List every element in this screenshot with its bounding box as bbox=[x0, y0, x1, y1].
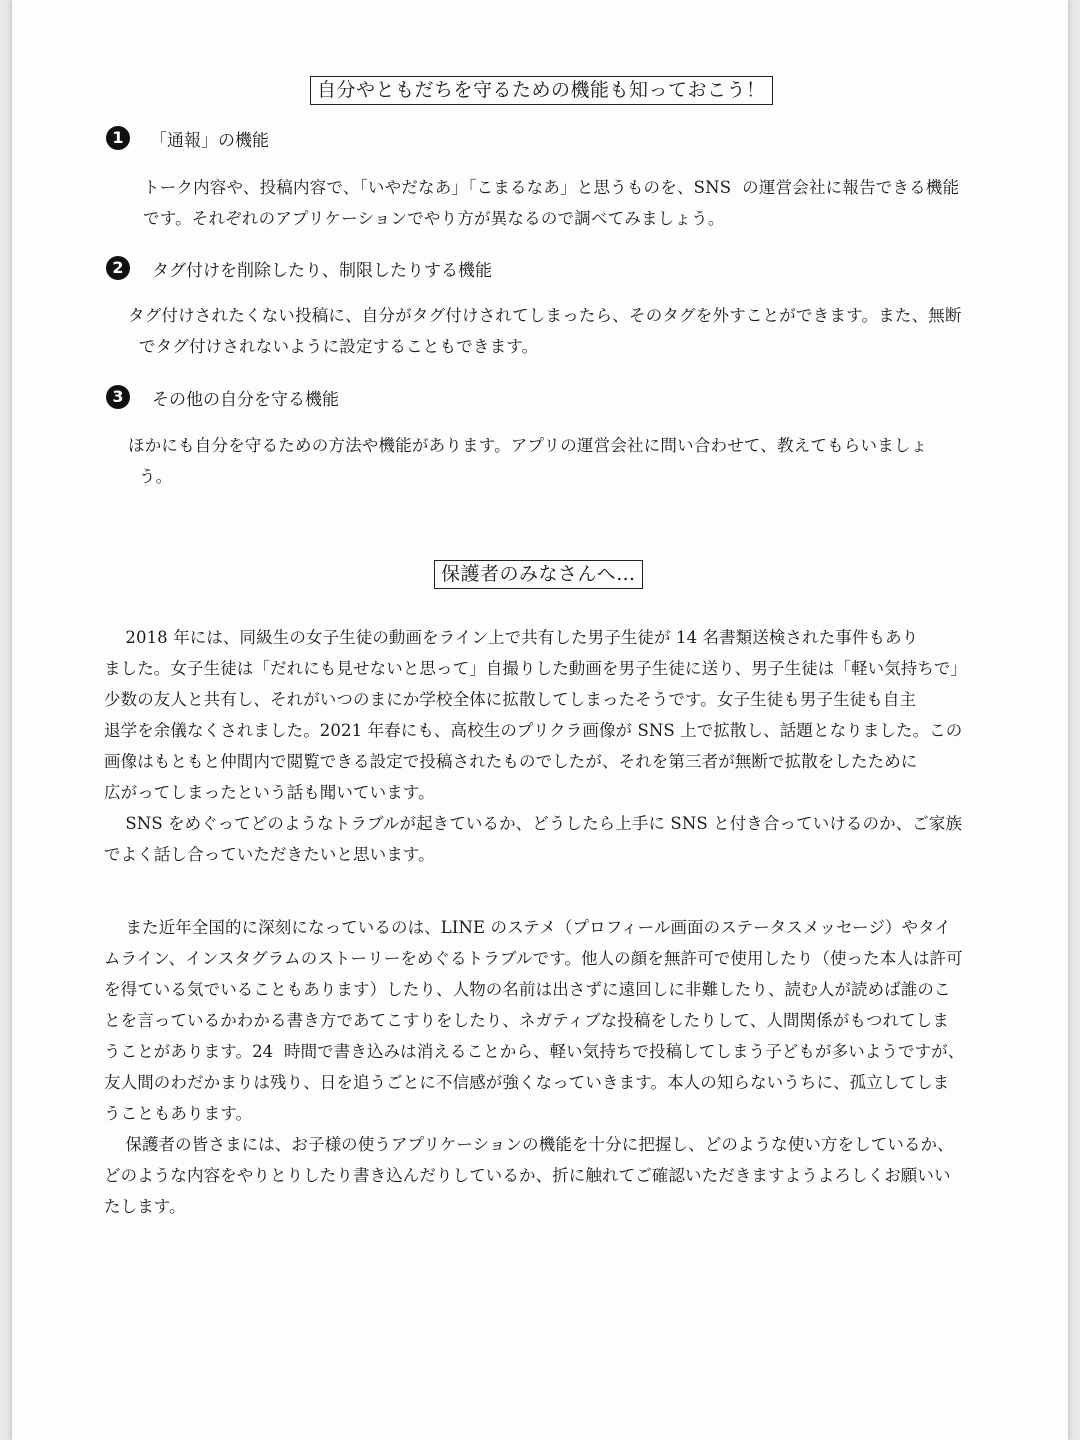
document-page bbox=[12, 0, 1068, 1440]
item-text-report: トーク内容や、投稿内容で、「いやだなあ」「こまるなあ」と思うものを、SNS の運営会社に報告できる機能 です。それぞれのアプリケーションでやり方が異なるので調べてみましょう。 bbox=[143, 178, 960, 228]
item-text-other: ほかにも自分を守るための方法や機能があります。アプリの運営会社に問い合わせて、教えてもらいましょ う。 bbox=[128, 436, 928, 486]
guardian-paragraph-2: また近年全国的に深刻になっているのは、LINE のステメ（プロフィール画面のステータスメッセージ）やタイ ムライン、インスタグラムのストーリーをめぐるトラブルです。他人の顔を無許可で使用したり（使った本人は許可 を得ている気でいることもあります）したり、人物の名前は出さずに遠回しに非難したり、読む人が読めば誰のこ とを言っているかわかる書き方であてこすりをしたり、ネガティブな投稿をしたりして、人間関係がもつれてしま うことがあります。24 時間で書き込みは消えることから、軽い気持ちで投稿してしまう子どもが多いようですが、 友人間のわだかまりは残り、日を追うごとに不信感が強くなっていきます。本人の知らないうちに、孤立してしま うこともあります。 保護者の皆さまには、お子様の使うアプリケーションの機能を十分に把握し、どのような使い方をしているか、 どのような内容をやりとりしたり書き込んだりしているか、折に触れてご確認いただきますようよろしくお願いい たします。 bbox=[104, 918, 965, 1216]
item-heading-other: その他の自分を守る機能 bbox=[152, 390, 339, 410]
section-title-safety-features: 自分やともだちを守るための機能も知っておこう！ bbox=[310, 76, 773, 105]
item-heading-tag: タグ付けを削除したり、制限したりする機能 bbox=[152, 261, 492, 281]
item-heading-report: 「通報」の機能 bbox=[150, 131, 269, 151]
guardian-paragraph-1: 2018 年には、同級生の女子生徒の動画をライン上で共有した男子生徒が 14 名書類送検された事件もあり ました。女子生徒は「だれにも見せないと思って」自撮りした動画を男子生徒に送り、男子生徒は「軽い気持ちで」 少数の友人と共有し、それがいつのまにか学校全体に拡散してしまったそうです。女子生徒も男子生徒も自主 退学を余儀なくされました。2021 年春にも、高校生のプリクラ画像が SNS 上で拡散し、話題となりました。この 画像はもともと仲間内で閲覧できる設定で投稿されたものでしたが、それを第三者が無断で拡散をしたために 広がってしまったという話も聞いています。 SNS をめぐってどのようなトラブルが起きているか、どうしたら上手に SNS と付き合っていけるのか、ご家族 でよく話し合っていただきたいと思います。 bbox=[104, 628, 968, 864]
item-text-tag: タグ付けされたくない投稿に、自分がタグ付けされてしまったら、そのタグを外すことができます。また、無断 でタグ付けされないように設定することもできます。 bbox=[128, 306, 962, 356]
item-number-2: 2 bbox=[106, 256, 130, 280]
section-title-guardians: 保護者のみなさんへ… bbox=[434, 560, 643, 589]
item-number-3: 3 bbox=[106, 385, 130, 409]
item-number-1: 1 bbox=[106, 126, 130, 150]
